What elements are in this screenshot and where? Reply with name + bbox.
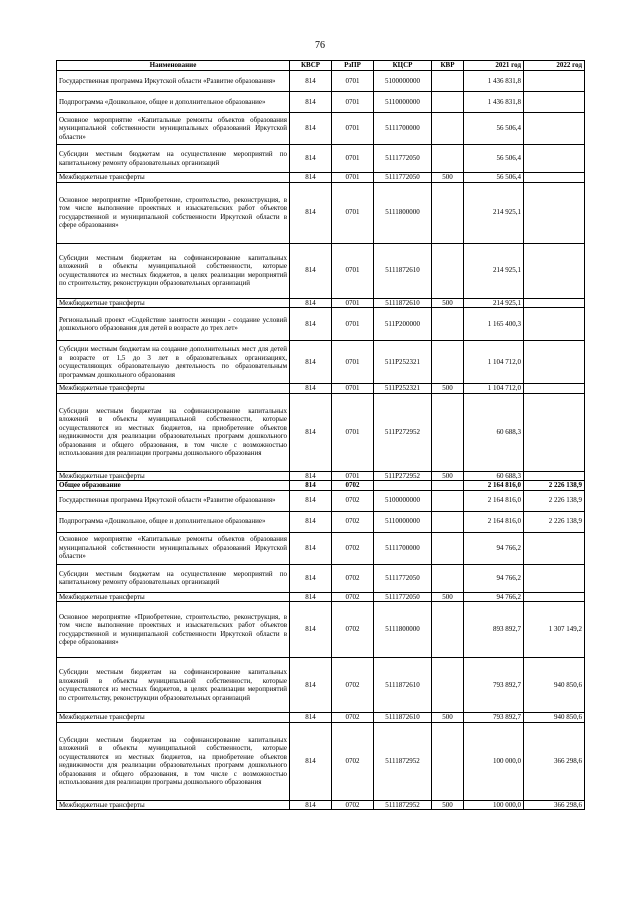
- cell-rzpr: 0702: [332, 511, 374, 532]
- cell-2022: [524, 592, 585, 602]
- header-kcsr: КЦСР: [374, 61, 432, 71]
- cell-rzpr: 0702: [332, 713, 374, 723]
- budget-table: [56, 60, 585, 810]
- cell-name: Межбюджетные трансферты: [57, 173, 290, 183]
- cell-kvsr: 814: [290, 145, 332, 173]
- cell-rzpr: 0702: [332, 602, 374, 658]
- cell-kcsr: 5111772050: [374, 145, 432, 173]
- cell-kcsr: 5111872952: [374, 722, 432, 800]
- cell-rzpr: 0701: [332, 243, 374, 298]
- cell-2021: 893 892,7: [464, 602, 524, 658]
- cell-kvr: [432, 71, 464, 92]
- cell-kvr: [432, 602, 464, 658]
- table-header-row: [57, 61, 585, 71]
- cell-name: Основное мероприятие «Капитальные ремонты объектов образования муниципальной собственности муниципальных образований Иркутской области»: [57, 532, 290, 564]
- cell-2021: 100 000,0: [464, 800, 524, 810]
- cell-name: Субсидии местным бюджетам на софинансирование капитальных вложений в объекты муниципальной собственности, которые осуществляются из местных бюджетов, в целях реализации мероприятий по строительству, реконструкции образовательных организаций: [57, 243, 290, 298]
- cell-kvr: 500: [432, 173, 464, 183]
- header-2022: 2022 год: [524, 61, 585, 71]
- table-row: [57, 145, 585, 173]
- cell-2022: [524, 532, 585, 564]
- cell-rzpr: 0701: [332, 145, 374, 173]
- cell-name: Общее образование: [57, 481, 290, 491]
- cell-2022: [524, 298, 585, 308]
- table-row: [57, 71, 585, 92]
- cell-kvr: [432, 243, 464, 298]
- cell-kvsr: 814: [290, 722, 332, 800]
- cell-rzpr: 0701: [332, 92, 374, 113]
- cell-kvsr: 814: [290, 113, 332, 145]
- table-body: [57, 71, 585, 810]
- cell-rzpr: 0701: [332, 384, 374, 394]
- cell-2022: [524, 308, 585, 341]
- cell-2022: 366 298,6: [524, 800, 585, 810]
- cell-kcsr: 5110000000: [374, 511, 432, 532]
- cell-kcsr: 5111800000: [374, 182, 432, 243]
- cell-2021: 94 766,2: [464, 564, 524, 592]
- cell-rzpr: 0702: [332, 532, 374, 564]
- cell-2021: 56 506,4: [464, 173, 524, 183]
- cell-2021: 1 436 831,8: [464, 92, 524, 113]
- header-2021: 2021 год: [464, 61, 524, 71]
- table-row: [57, 308, 585, 341]
- table-row: [57, 173, 585, 183]
- cell-rzpr: 0701: [332, 308, 374, 341]
- cell-rzpr: 0702: [332, 722, 374, 800]
- table-row: [57, 602, 585, 658]
- cell-name: Государственная программа Иркутской области «Развитие образования»: [57, 490, 290, 511]
- cell-kcsr: 5111872610: [374, 658, 432, 713]
- cell-name: Основное мероприятие «Приобретение, строительство, реконструкция, в том числе выполнение проектных и изыскательских работ объектов государственной и муниципальной собственности Иркутской области в сфере образования»: [57, 182, 290, 243]
- cell-kvr: 500: [432, 713, 464, 723]
- cell-kvsr: 814: [290, 564, 332, 592]
- cell-kvr: 500: [432, 384, 464, 394]
- cell-kvsr: 814: [290, 384, 332, 394]
- cell-kcsr: 511P252321: [374, 341, 432, 384]
- cell-kvr: [432, 658, 464, 713]
- cell-rzpr: 0701: [332, 182, 374, 243]
- cell-kvsr: 814: [290, 71, 332, 92]
- cell-kvsr: 814: [290, 658, 332, 713]
- table-row: [57, 592, 585, 602]
- table-row: [57, 658, 585, 713]
- cell-2021: 793 892,7: [464, 713, 524, 723]
- cell-kcsr: 511P272952: [374, 393, 432, 471]
- cell-kvr: [432, 490, 464, 511]
- cell-name: Межбюджетные трансферты: [57, 592, 290, 602]
- cell-kcsr: 5111700000: [374, 532, 432, 564]
- cell-kvsr: 814: [290, 243, 332, 298]
- cell-kvr: [432, 308, 464, 341]
- cell-2022: 366 298,6: [524, 722, 585, 800]
- table-row: [57, 722, 585, 800]
- header-rzpr: РзПР: [332, 61, 374, 71]
- cell-kvr: [432, 341, 464, 384]
- cell-kvsr: 814: [290, 481, 332, 491]
- cell-kvr: [432, 532, 464, 564]
- cell-kcsr: 5111800000: [374, 602, 432, 658]
- cell-2022: 2 226 138,9: [524, 511, 585, 532]
- header-kvr: КВР: [432, 61, 464, 71]
- cell-kvr: [432, 511, 464, 532]
- cell-name: Межбюджетные трансферты: [57, 384, 290, 394]
- cell-name: Субсидии местным бюджетам на осуществление мероприятий по капитальному ремонту образовательных организаций: [57, 145, 290, 173]
- cell-name: Государственная программа Иркутской области «Развитие образования»: [57, 71, 290, 92]
- cell-rzpr: 0701: [332, 71, 374, 92]
- cell-kcsr: 5111772050: [374, 564, 432, 592]
- cell-name: Субсидии местным бюджетам на создание дополнительных мест для детей в возрасте от 1,5 до 3 лет в образовательных организациях, осуществляющих образовательную деятельность по образовательным программам дошкольного образования: [57, 341, 290, 384]
- cell-kcsr: 5111772050: [374, 173, 432, 183]
- cell-rzpr: 0702: [332, 800, 374, 810]
- cell-kvsr: 814: [290, 532, 332, 564]
- cell-2021: 56 506,4: [464, 145, 524, 173]
- table-row: [57, 490, 585, 511]
- cell-kvr: [432, 145, 464, 173]
- cell-name: Основное мероприятие «Приобретение, строительство, реконструкция, в том числе выполнение проектных и изыскательских работ объектов государственной и муниципальной собственности Иркутской области в сфере образования»: [57, 602, 290, 658]
- cell-kvsr: 814: [290, 602, 332, 658]
- cell-kvr: 500: [432, 800, 464, 810]
- cell-2022: [524, 564, 585, 592]
- cell-name: Субсидии местным бюджетам на софинансирование капитальных вложений в объекты муниципальной собственности, которые осуществляются из местных бюджетов, на приобретение объектов недвижимости для реализации образовательных программ дошкольного образования и общего образования, в том числе с возможностью использования для реализации програмы дошкольного образования: [57, 722, 290, 800]
- cell-2022: 1 307 149,2: [524, 602, 585, 658]
- cell-kcsr: 511P272952: [374, 471, 432, 481]
- cell-kvr: [432, 481, 464, 491]
- cell-kvsr: 814: [290, 490, 332, 511]
- cell-2022: [524, 145, 585, 173]
- cell-name: Подпрограмма «Дошкольное, общее и дополнительное образование»: [57, 511, 290, 532]
- cell-kcsr: 5111872610: [374, 298, 432, 308]
- cell-kvsr: 814: [290, 341, 332, 384]
- cell-kcsr: 5111872952: [374, 800, 432, 810]
- cell-kvr: 500: [432, 471, 464, 481]
- table-row: [57, 393, 585, 471]
- cell-kvsr: 814: [290, 713, 332, 723]
- cell-2022: [524, 384, 585, 394]
- cell-2021: 1 104 712,0: [464, 341, 524, 384]
- cell-2022: 2 226 138,9: [524, 481, 585, 491]
- table-row: [57, 113, 585, 145]
- cell-2021: 2 164 816,0: [464, 481, 524, 491]
- cell-name: Межбюджетные трансферты: [57, 800, 290, 810]
- table-row: [57, 471, 585, 481]
- cell-2021: 793 892,7: [464, 658, 524, 713]
- cell-2021: 94 766,2: [464, 532, 524, 564]
- cell-kcsr: 5111772050: [374, 592, 432, 602]
- cell-rzpr: 0701: [332, 341, 374, 384]
- cell-rzpr: 0702: [332, 658, 374, 713]
- cell-name: Субсидии местным бюджетам на софинансирование капитальных вложений в объекты муниципальной собственности, которые осуществляются из местных бюджетов, в целях реализации мероприятий по строительству, реконструкции образовательных организаций: [57, 658, 290, 713]
- page-number: 76: [315, 40, 325, 51]
- cell-kvr: [432, 393, 464, 471]
- cell-kvsr: 814: [290, 182, 332, 243]
- cell-name: Региональный проект «Содействие занятости женщин - создание условий дошкольного образования для детей в возрасте до трех лет»: [57, 308, 290, 341]
- cell-2021: 60 688,3: [464, 393, 524, 471]
- cell-kvr: [432, 182, 464, 243]
- cell-kcsr: 5111872610: [374, 713, 432, 723]
- cell-kvr: [432, 564, 464, 592]
- cell-kvsr: 814: [290, 298, 332, 308]
- cell-2022: [524, 341, 585, 384]
- cell-2022: [524, 243, 585, 298]
- cell-2022: [524, 173, 585, 183]
- cell-name: Подпрограмма «Дошкольное, общее и дополнительное образование»: [57, 92, 290, 113]
- cell-2022: 2 226 138,9: [524, 490, 585, 511]
- cell-kvsr: 814: [290, 800, 332, 810]
- cell-rzpr: 0701: [332, 393, 374, 471]
- cell-name: Основное мероприятие «Капитальные ремонты объектов образования муниципальной собственности муниципальных образований Иркутской области»: [57, 113, 290, 145]
- cell-2022: 940 850,6: [524, 713, 585, 723]
- cell-2021: 214 925,1: [464, 298, 524, 308]
- header-name: Наименование: [57, 61, 290, 71]
- cell-2021: 60 688,3: [464, 471, 524, 481]
- cell-name: Межбюджетные трансферты: [57, 471, 290, 481]
- cell-rzpr: 0702: [332, 490, 374, 511]
- cell-2022: 940 850,6: [524, 658, 585, 713]
- cell-kcsr: [374, 481, 432, 491]
- cell-rzpr: 0702: [332, 481, 374, 491]
- cell-name: Субсидии местным бюджетам на софинансирование капитальных вложений в объекты муниципальной собственности, которые осуществляются из местных бюджетов, на приобретение объектов недвижимости для реализации образовательных программ дошкольного образования и общего образования, в том числе с возможностью использования для реализации програмы дошкольного образования: [57, 393, 290, 471]
- cell-2021: 56 506,4: [464, 113, 524, 145]
- cell-rzpr: 0702: [332, 564, 374, 592]
- cell-kcsr: 5111700000: [374, 113, 432, 145]
- table-row: [57, 298, 585, 308]
- cell-rzpr: 0701: [332, 173, 374, 183]
- cell-kvsr: 814: [290, 511, 332, 532]
- cell-kvsr: 814: [290, 308, 332, 341]
- cell-2022: [524, 71, 585, 92]
- table-row: [57, 384, 585, 394]
- table-row: [57, 341, 585, 384]
- cell-kvsr: 814: [290, 471, 332, 481]
- cell-2021: 214 925,1: [464, 182, 524, 243]
- cell-2022: [524, 393, 585, 471]
- cell-2022: [524, 182, 585, 243]
- cell-kvr: 500: [432, 298, 464, 308]
- cell-kvsr: 814: [290, 92, 332, 113]
- header-kvsr: КВСР: [290, 61, 332, 71]
- cell-2022: [524, 92, 585, 113]
- cell-2021: 1 165 400,3: [464, 308, 524, 341]
- cell-kcsr: 5100000000: [374, 71, 432, 92]
- cell-2021: 214 925,1: [464, 243, 524, 298]
- cell-2021: 2 164 816,0: [464, 511, 524, 532]
- cell-name: Субсидии местным бюджетам на осуществление мероприятий по капитальному ремонту образовательных организаций: [57, 564, 290, 592]
- cell-2021: 2 164 816,0: [464, 490, 524, 511]
- cell-rzpr: 0701: [332, 471, 374, 481]
- table-row: [57, 92, 585, 113]
- cell-2022: [524, 471, 585, 481]
- cell-rzpr: 0701: [332, 298, 374, 308]
- table-row: [57, 532, 585, 564]
- cell-kvr: [432, 92, 464, 113]
- cell-kcsr: 5111872610: [374, 243, 432, 298]
- table-row: [57, 713, 585, 723]
- cell-rzpr: 0702: [332, 592, 374, 602]
- cell-kvr: [432, 722, 464, 800]
- cell-kcsr: 5110000000: [374, 92, 432, 113]
- table-row: [57, 564, 585, 592]
- cell-kvsr: 814: [290, 393, 332, 471]
- cell-2021: 94 766,2: [464, 592, 524, 602]
- table-row: [57, 800, 585, 810]
- cell-2022: [524, 113, 585, 145]
- cell-kvr: [432, 113, 464, 145]
- cell-name: Межбюджетные трансферты: [57, 713, 290, 723]
- cell-rzpr: 0701: [332, 113, 374, 145]
- cell-kcsr: 511P252321: [374, 384, 432, 394]
- cell-kvsr: 814: [290, 173, 332, 183]
- cell-kvsr: 814: [290, 592, 332, 602]
- cell-kcsr: 511P200000: [374, 308, 432, 341]
- table-row: [57, 481, 585, 491]
- cell-kvr: 500: [432, 592, 464, 602]
- cell-kcsr: 5100000000: [374, 490, 432, 511]
- cell-name: Межбюджетные трансферты: [57, 298, 290, 308]
- table-row: [57, 511, 585, 532]
- cell-2021: 100 000,0: [464, 722, 524, 800]
- cell-2021: 1 436 831,8: [464, 71, 524, 92]
- table-row: [57, 182, 585, 243]
- cell-2021: 1 104 712,0: [464, 384, 524, 394]
- table-row: [57, 243, 585, 298]
